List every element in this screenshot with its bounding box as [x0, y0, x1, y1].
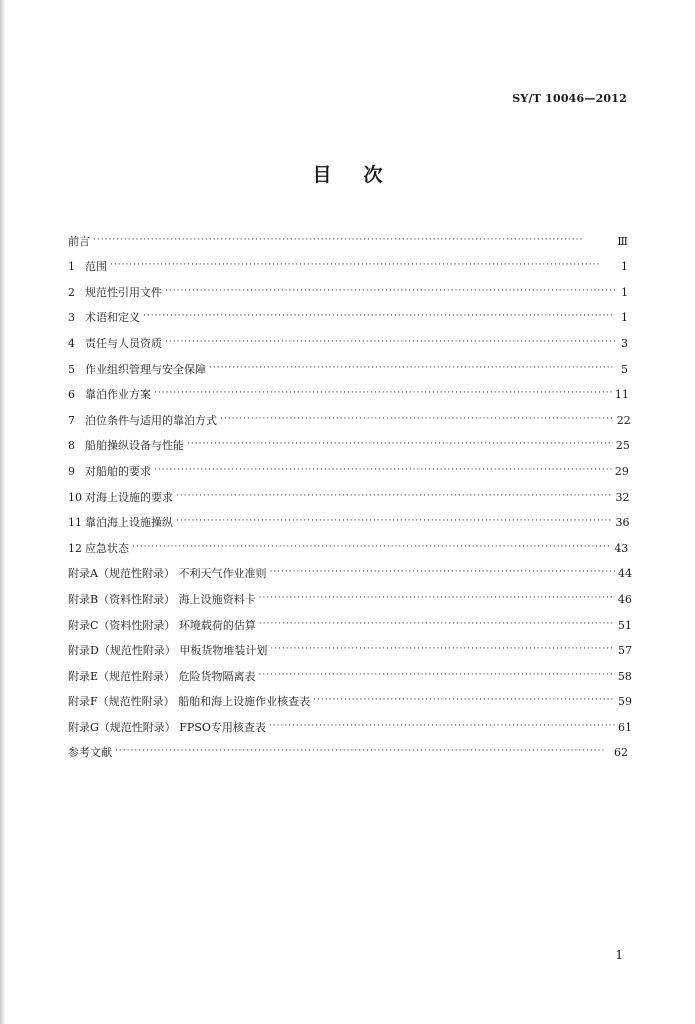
toc-entry-page: 11 [614, 388, 629, 402]
toc-entry-title [68, 363, 209, 377]
toc-entry-title [68, 337, 165, 351]
toc-entry-page: 44 [618, 567, 632, 581]
toc-entry-page: 5 [621, 362, 628, 376]
toc-entry-page: 46 [617, 592, 632, 606]
toc-entry-page: 57 [618, 644, 632, 658]
dot-leader [154, 386, 612, 400]
toc-entry-page: 59 [618, 695, 632, 709]
toc-entry[interactable] [68, 709, 632, 735]
toc-entry-title [68, 567, 269, 581]
toc-entry-title [68, 260, 110, 274]
toc-entry[interactable] [68, 505, 628, 531]
toc-entry-page: 22 [616, 413, 631, 427]
toc-entry-label: 泊位条件与适用的靠泊方式 [85, 413, 217, 427]
toc-entry-label: 范围 [85, 260, 107, 274]
toc-entry-page: 62 [614, 746, 628, 760]
toc-entry-page: 29 [614, 464, 629, 478]
toc-entry-label: 靠泊作业方案 [85, 388, 151, 402]
toc-entry-page: 61 [618, 720, 632, 734]
toc-entry-number: 4 [68, 336, 75, 350]
toc-entry[interactable] [68, 684, 632, 710]
dot-leader [143, 309, 615, 323]
toc-entry[interactable] [68, 428, 628, 454]
toc-entry[interactable] [68, 479, 628, 505]
toc-entry-number: 5 [68, 362, 75, 376]
toc-entry-title [68, 593, 259, 607]
toc-entry[interactable] [68, 223, 628, 249]
toc-entry[interactable] [68, 300, 628, 326]
toc-entry-number: 2 [68, 285, 75, 299]
toc-entry-page: 1 [621, 285, 628, 299]
toc-entry-label: 规范性引用文件 [85, 285, 162, 299]
toc-entry-number: 1 [68, 260, 75, 274]
toc-entry-label: 应急状态 [85, 541, 129, 555]
toc-entry[interactable] [68, 377, 628, 403]
dot-leader [220, 412, 614, 426]
toc-entry[interactable] [68, 735, 628, 761]
toc-entry-number: 9 [68, 464, 75, 478]
toc-entry-page: 1 [621, 260, 628, 274]
toc-entry-label: 附录D（规范性附录） 甲板货物堆装计划 [68, 644, 268, 658]
toc-entry[interactable] [68, 351, 628, 377]
page-number: 1 [615, 948, 623, 962]
dot-leader [269, 565, 615, 579]
toc-entry-title [68, 311, 143, 325]
toc-entry-label: 附录E（规范性附录） 危险货物隔离表 [68, 669, 256, 683]
toc-entry[interactable] [68, 658, 632, 684]
toc-entry-title [68, 695, 313, 709]
toc-entry-title [68, 439, 187, 453]
toc-entry-page: Ⅲ [617, 234, 628, 248]
toc-entry-page: 3 [621, 336, 628, 350]
dot-leader [165, 284, 615, 298]
toc-entry-title [68, 491, 176, 505]
toc-entry-label: 靠泊海上设施操纵 [85, 516, 173, 530]
dot-leader [115, 744, 611, 758]
toc-entry-title [68, 465, 154, 479]
toc-entry-page: 58 [617, 669, 632, 683]
toc-entry-title [68, 619, 259, 633]
dot-leader [259, 591, 615, 605]
dot-leader [93, 233, 614, 247]
toc-entry-page: 32 [615, 490, 630, 504]
dot-leader [259, 668, 615, 682]
toc-entry[interactable] [68, 453, 628, 479]
dot-leader [270, 642, 615, 656]
toc-entry-label: 附录A（规范性附录） 不利天气作业准则 [68, 567, 267, 581]
document-code: SY/T 10046—2012 [512, 92, 627, 105]
toc-entry[interactable] [68, 556, 632, 582]
page-title: 目次 [312, 164, 415, 186]
dot-leader [154, 463, 612, 477]
toc-entry-page: 51 [617, 618, 632, 632]
dot-leader [110, 258, 615, 272]
dot-leader [259, 617, 615, 631]
toc-entry-number: 6 [68, 388, 75, 402]
toc-entry-label: 附录G（规范性附录） FPSO专用核查表 [68, 720, 266, 734]
dot-leader [269, 719, 615, 733]
toc-entry-number: 8 [68, 439, 75, 453]
dot-leader [176, 514, 613, 528]
scan-edge-shadow [0, 0, 6, 1024]
toc-entry-number: 3 [68, 311, 75, 325]
dot-leader [187, 437, 613, 451]
toc-entry-title [68, 670, 259, 684]
toc-entry-page: 36 [615, 516, 630, 530]
toc-entry-page: 1 [621, 311, 628, 325]
toc-entry[interactable] [68, 581, 632, 607]
dot-leader [165, 335, 615, 349]
toc-entry-page: 25 [615, 439, 630, 453]
toc-entry-label: 附录B（资料性附录） 海上设施资料卡 [68, 592, 256, 606]
toc-entry-title [68, 746, 115, 760]
toc-entry-title [68, 644, 270, 658]
toc-entry-label: 责任与人员资质 [85, 336, 162, 350]
toc-entry-title [68, 388, 154, 402]
toc-entry-page: 43 [614, 541, 629, 555]
toc-entry-number: 10 [68, 490, 82, 504]
toc-entry-label: 船舶操纵设备与性能 [85, 439, 184, 453]
toc-entry-number: 11 [68, 516, 82, 530]
dot-leader [313, 693, 615, 707]
toc-entry-label: 前言 [68, 234, 90, 248]
toc-entry-title [68, 516, 176, 530]
toc-entry-title [68, 286, 165, 300]
toc-entry[interactable] [68, 402, 631, 428]
toc-entry[interactable] [68, 633, 632, 659]
toc-entry-label: 对海上设施的要求 [85, 490, 173, 504]
toc-entry-label: 附录C（资料性附录） 环境载荷的估算 [68, 618, 256, 632]
table-of-contents [68, 223, 632, 760]
toc-entry-label: 附录F（规范性附录） 船舶和海上设施作业核查表 [68, 695, 311, 709]
toc-entry-title [68, 235, 93, 249]
toc-entry-label: 参考文献 [68, 746, 112, 760]
toc-entry-label: 对船舶的要求 [85, 464, 151, 478]
toc-entry[interactable] [68, 325, 628, 351]
dot-leader [132, 540, 611, 554]
dot-leader [209, 361, 615, 375]
dot-leader [176, 489, 613, 503]
toc-entry[interactable] [68, 274, 628, 300]
toc-entry-number: 12 [68, 541, 82, 555]
toc-entry-label: 作业组织管理与安全保障 [85, 362, 206, 376]
toc-entry[interactable] [68, 530, 628, 556]
toc-entry-title [68, 721, 269, 735]
toc-entry-title [68, 542, 132, 556]
toc-entry-number: 7 [68, 413, 75, 427]
toc-entry[interactable] [68, 249, 628, 275]
toc-entry[interactable] [68, 607, 632, 633]
toc-entry-label: 术语和定义 [85, 311, 140, 325]
toc-entry-title [68, 414, 220, 428]
